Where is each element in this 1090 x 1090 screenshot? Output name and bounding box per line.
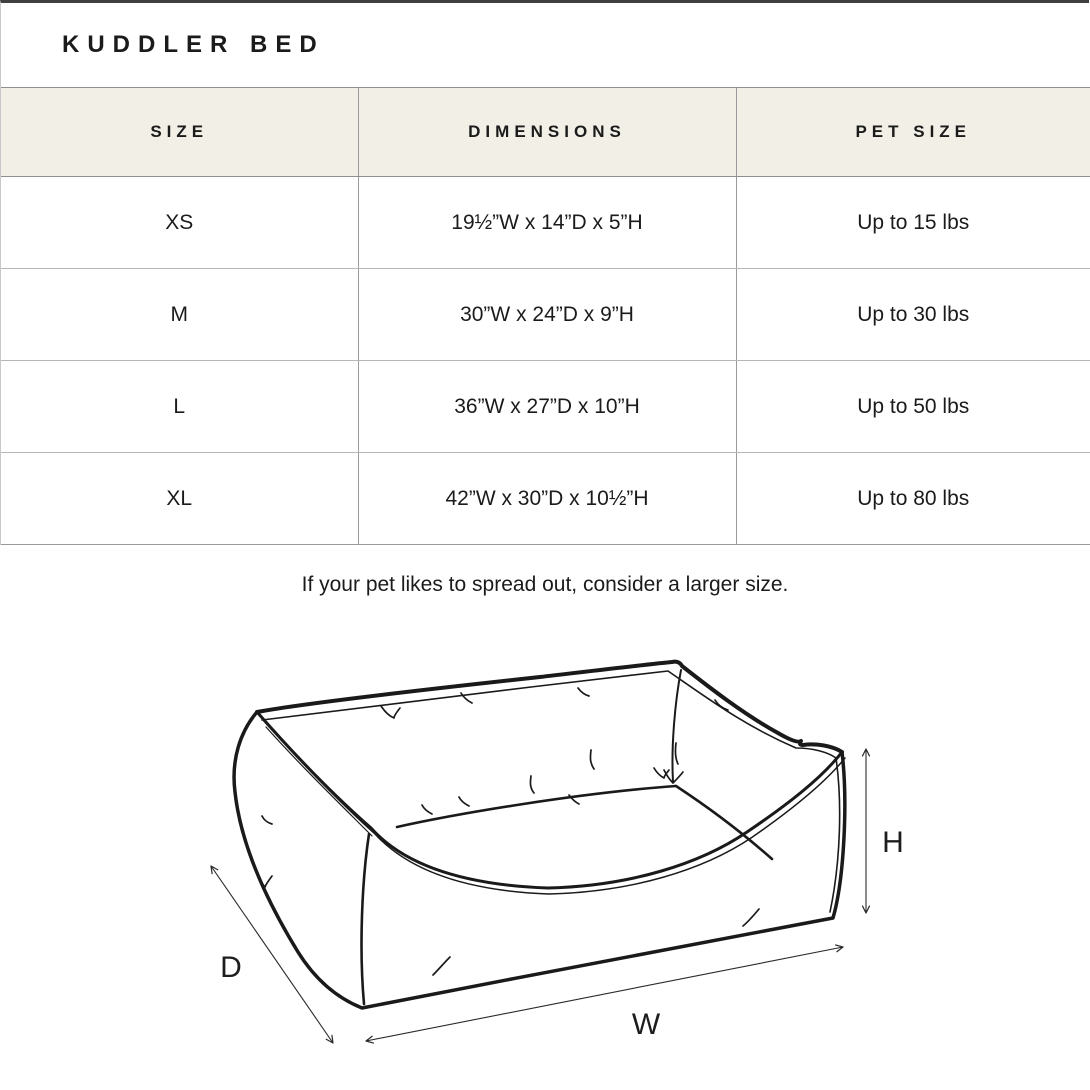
bed-left-bolster-line <box>266 727 372 836</box>
depth-label: D <box>220 951 242 984</box>
size-cell: L <box>1 361 358 453</box>
bed-back-rim-inner <box>262 671 840 912</box>
bed-outline <box>234 712 845 1008</box>
column-header-size: SIZE <box>1 88 358 177</box>
tuft-marks <box>256 688 759 975</box>
pet-size-cell: Up to 50 lbs <box>736 361 1090 453</box>
front-left-seam <box>362 834 369 1004</box>
cushion-right-edge <box>676 786 772 859</box>
size-cell: M <box>1 269 358 361</box>
width-label: W <box>631 1008 661 1041</box>
pet-size-cell: Up to 15 lbs <box>736 177 1090 269</box>
bed-back-rim <box>257 662 842 752</box>
title-bar <box>1 3 1089 87</box>
dimensions-cell: 30”W x 24”D x 9”H <box>358 269 736 361</box>
table-row <box>1 177 1090 269</box>
table-row <box>1 361 1090 453</box>
pet-size-cell: Up to 30 lbs <box>736 269 1090 361</box>
dimensions-cell: 19½”W x 14”D x 5”H <box>358 177 736 269</box>
cushion-front-edge <box>397 786 676 827</box>
sizing-note: If your pet likes to spread out, consider a larger size. <box>301 573 789 596</box>
size-table <box>1 87 1090 545</box>
bed-front-rim-inner <box>263 720 845 894</box>
table-row <box>1 453 1090 545</box>
corner-seam <box>672 670 681 782</box>
size-chart-sheet <box>0 0 1089 545</box>
table-row <box>1 269 1090 361</box>
height-label: H <box>882 826 904 859</box>
column-header-pet-size: PET SIZE <box>736 88 1090 177</box>
bed-sketch-diagram <box>0 580 1090 1090</box>
table-header-row <box>1 88 1090 177</box>
dimensions-cell: 42”W x 30”D x 10½”H <box>358 453 736 545</box>
pet-size-cell: Up to 80 lbs <box>736 453 1090 545</box>
page-title: KUDDLER BED <box>62 31 325 58</box>
size-cell: XS <box>1 177 358 269</box>
dimensions-cell: 36”W x 27”D x 10”H <box>358 361 736 453</box>
size-cell: XL <box>1 453 358 545</box>
column-header-dimensions: DIMENSIONS <box>358 88 736 177</box>
